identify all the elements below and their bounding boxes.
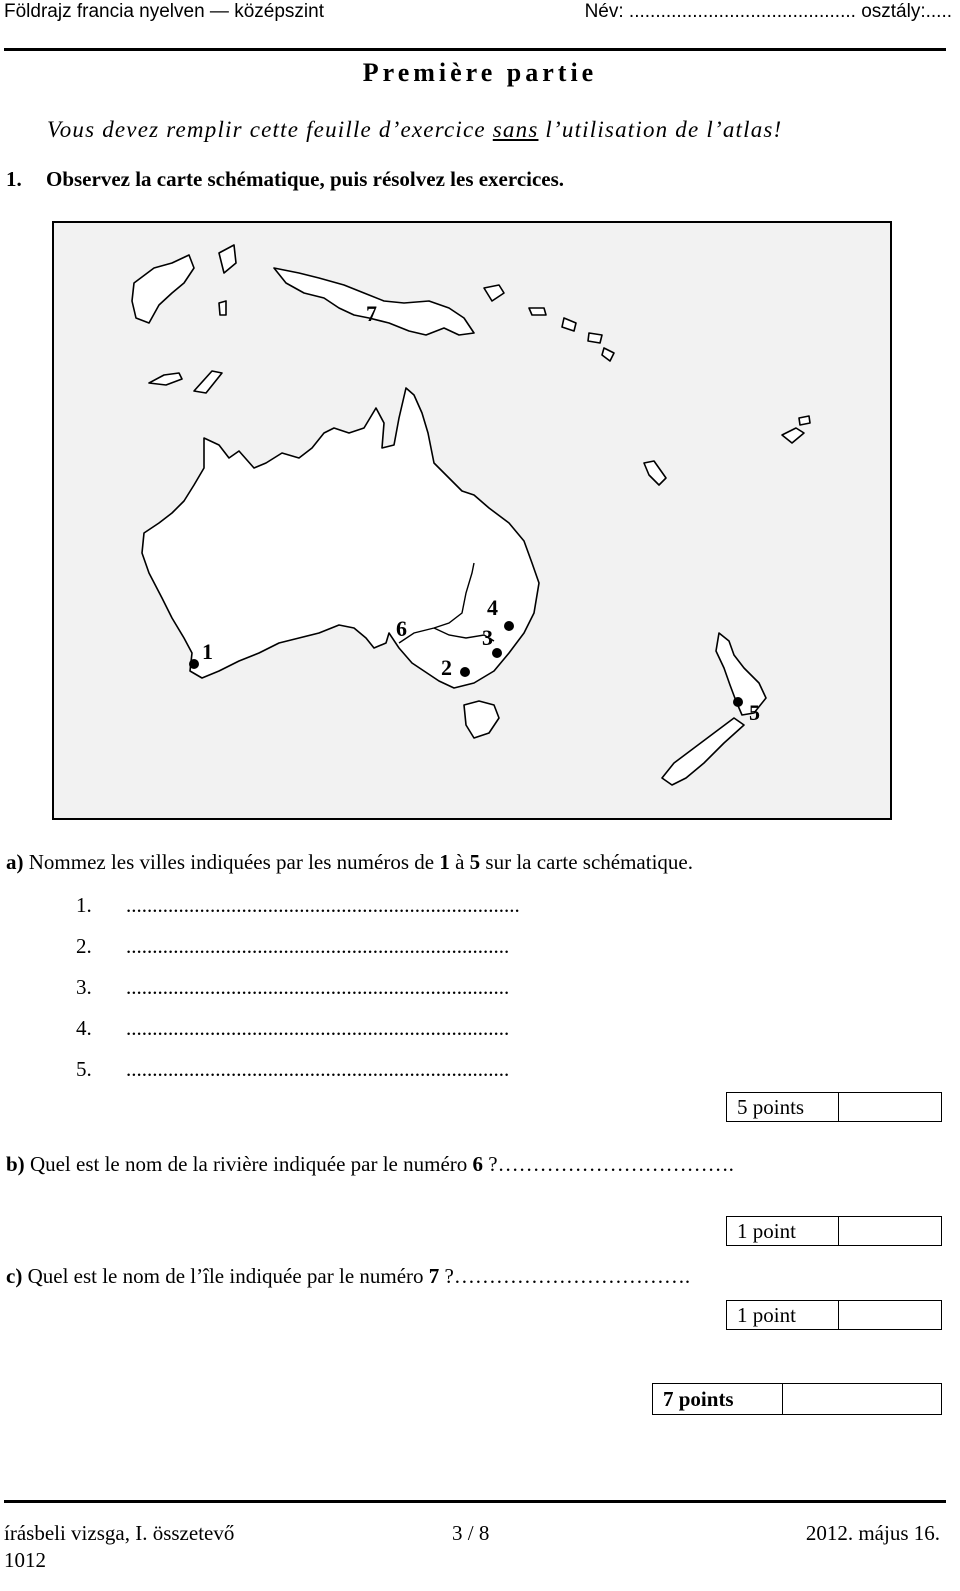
- footer-code: 1012: [4, 1548, 46, 1572]
- header-rule: [4, 48, 946, 51]
- answer-line-1[interactable]: 1. ...........................................................................: [76, 893, 520, 917]
- answer-line-4[interactable]: 4. .........................................................................: [76, 1016, 510, 1040]
- header-subject: Földrajz francia nyelven — középszint: [4, 1, 324, 22]
- map-label-4: 4: [487, 595, 498, 620]
- question-a: a) Nommez les villes indiquées par les numéros de 1 à 5 sur la carte schématique.: [6, 850, 693, 874]
- score-field[interactable]: [839, 1217, 941, 1245]
- points-box-a: [726, 1092, 942, 1122]
- new-zealand-south-outline: [662, 718, 744, 785]
- total-score-field[interactable]: [783, 1384, 941, 1414]
- points-box-b: [726, 1216, 942, 1246]
- question-c: c) Quel est le nom de l’île indiquée par le numéro 7 ?…………………………….: [6, 1264, 691, 1288]
- points-label: 5 points: [727, 1093, 839, 1121]
- map-label-6: 6: [396, 616, 407, 641]
- borneo-outline: [132, 255, 194, 323]
- map-label-1: 1: [202, 639, 213, 664]
- footer-exam: írásbeli vizsga, I. összetevő: [4, 1521, 235, 1545]
- map-label-2: 2: [441, 655, 452, 680]
- score-field[interactable]: [839, 1301, 941, 1329]
- header-name-field: Név: ........................................... osztály:.....: [584, 1, 952, 22]
- score-field[interactable]: [839, 1093, 941, 1121]
- answer-line-5[interactable]: 5. .........................................................................: [76, 1057, 510, 1081]
- answer-line-3[interactable]: 3. .........................................................................: [76, 975, 510, 999]
- part-title: Première partie: [362, 58, 598, 87]
- points-label: 1 point: [727, 1217, 839, 1245]
- map-label-3: 3: [482, 625, 493, 650]
- map-label-7: 7: [366, 301, 377, 326]
- total-points-label: 7 points: [653, 1384, 783, 1414]
- question-b: b) Quel est le nom de la rivière indiquée par le numéro 6 ?…………………………….: [6, 1152, 734, 1176]
- map-label-5: 5: [749, 700, 760, 725]
- footer-date: 2012. május 16.: [805, 1521, 940, 1545]
- schematic-map: [52, 221, 892, 820]
- points-box-c: [726, 1300, 942, 1330]
- total-points-box: [652, 1383, 942, 1415]
- question-1: 1. Observez la carte schématique, puis résolvez les exercices.: [6, 167, 565, 191]
- instruction: Vous devez remplir cette feuille d’exercice sans l’utilisation de l’atlas!: [47, 117, 783, 142]
- footer-page-number: 3 / 8: [452, 1521, 490, 1545]
- footer-rule: [4, 1500, 946, 1503]
- points-label: 1 point: [727, 1301, 839, 1329]
- tasmania-outline: [464, 701, 499, 738]
- answer-line-2[interactable]: 2. .........................................................................: [76, 934, 510, 958]
